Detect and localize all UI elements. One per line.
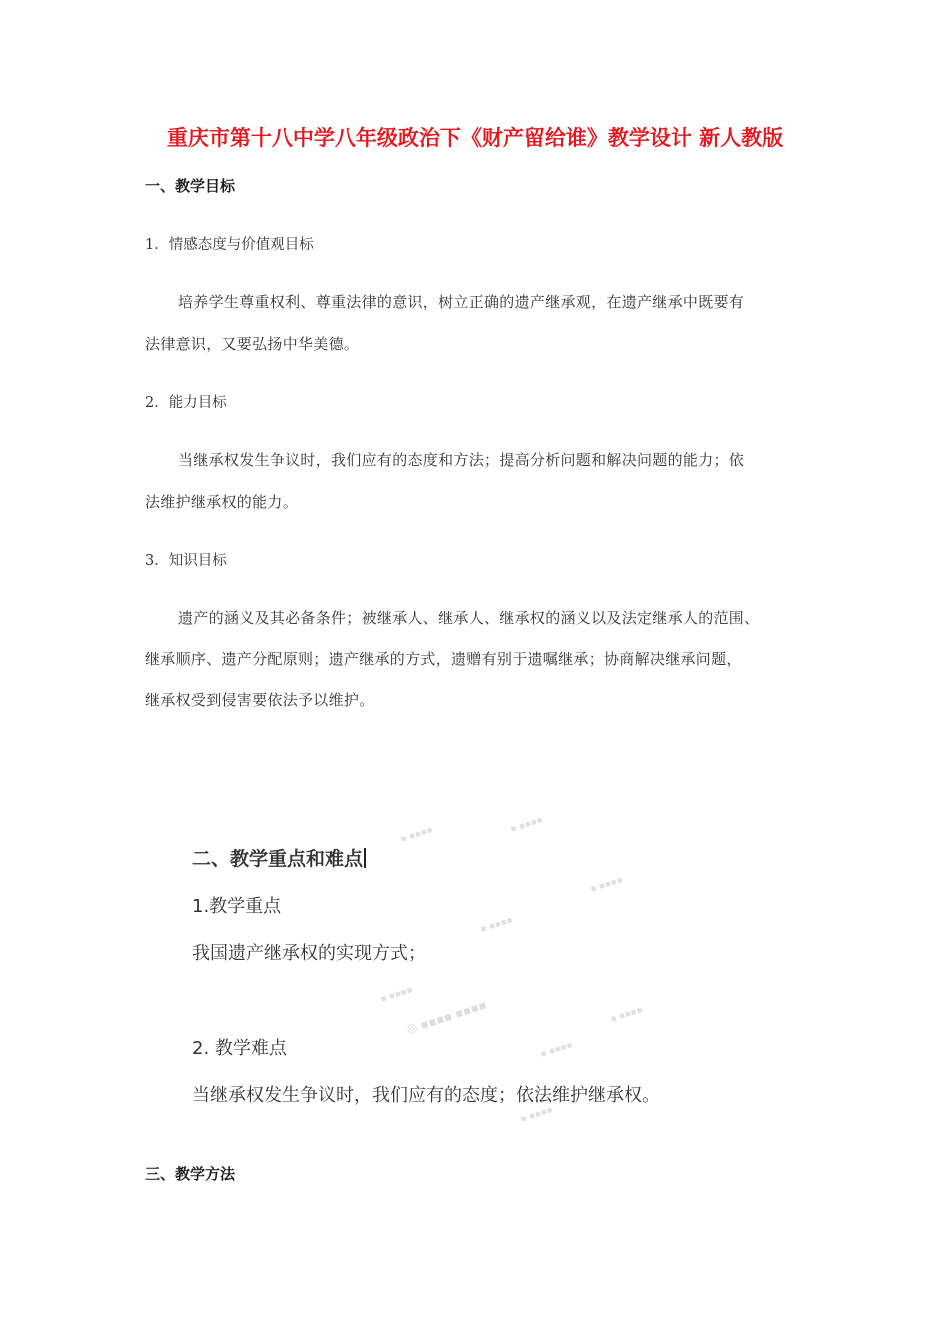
embedded-screenshot xyxy=(180,815,700,1130)
watermark-mark: ▪ ▪▪▪▪ xyxy=(609,1005,645,1025)
goal-1-line-1: 培养学生尊重权利、尊重法律的意识，树立正确的遗产继承观，在遗产继承中既要有 xyxy=(178,293,745,311)
watermark-logo: ◎ ▪▪▪▪ ▪▪▪▪ xyxy=(404,997,489,1037)
watermark-mark: ▪ ▪▪▪▪ xyxy=(539,1040,575,1060)
goal-1-heading: 1．情感态度与价值观目标 xyxy=(145,237,314,253)
watermark-mark: ▪ ▪▪▪▪ xyxy=(589,875,625,895)
section-heading-key-difficult-points: 二、教学重点和难点 xyxy=(192,844,366,871)
key-point-heading: 1.教学重点 xyxy=(192,896,282,917)
document-title: 重庆市第十八中学八年级政治下《财产留给谁》教学设计 新人教版 xyxy=(166,126,784,150)
goal-1-line-2: 法律意识，又要弘扬中华美德。 xyxy=(145,335,360,353)
watermark-mark: ▪ ▪▪▪▪ xyxy=(399,825,435,845)
key-point-text: 我国遗产继承权的实现方式； xyxy=(192,943,426,964)
goal-2-line-2: 法维护继承权的能力。 xyxy=(145,493,299,511)
section-heading-teaching-goals: 一、教学目标 xyxy=(145,177,236,195)
goal-2-line-1: 当继承权发生争议时，我们应有的态度和方法；提高分析问题和解决问题的能力；依 xyxy=(178,451,745,469)
goal-3-heading: 3．知识目标 xyxy=(145,553,227,569)
watermark-mark: ▪ ▪▪▪▪ xyxy=(479,915,515,935)
watermark-mark: ▪ ▪▪▪▪ xyxy=(519,1105,555,1125)
goal-3-line-2: 继承顺序、遗产分配原则；遗产继承的方式，遗赠有别于遗嘱继承；协商解决继承问题， xyxy=(145,650,742,668)
difficult-point-heading: 2. 教学难点 xyxy=(192,1038,287,1059)
goal-3-line-3: 继承权受到侵害要依法予以维护。 xyxy=(145,691,375,709)
goal-2-heading: 2．能力目标 xyxy=(145,395,227,411)
goal-3-line-1: 遗产的涵义及其必备条件；被继承人、继承人、继承权的涵义以及法定继承人的范围、 xyxy=(178,609,760,627)
watermark-mark: ▪ ▪▪▪▪ xyxy=(379,985,415,1005)
difficult-point-text: 当继承权发生争议时，我们应有的态度；依法维护继承权。 xyxy=(192,1085,660,1106)
section-heading-teaching-methods: 三、教学方法 xyxy=(145,1165,236,1183)
watermark-mark: ▪ ▪▪▪▪ xyxy=(509,815,545,835)
